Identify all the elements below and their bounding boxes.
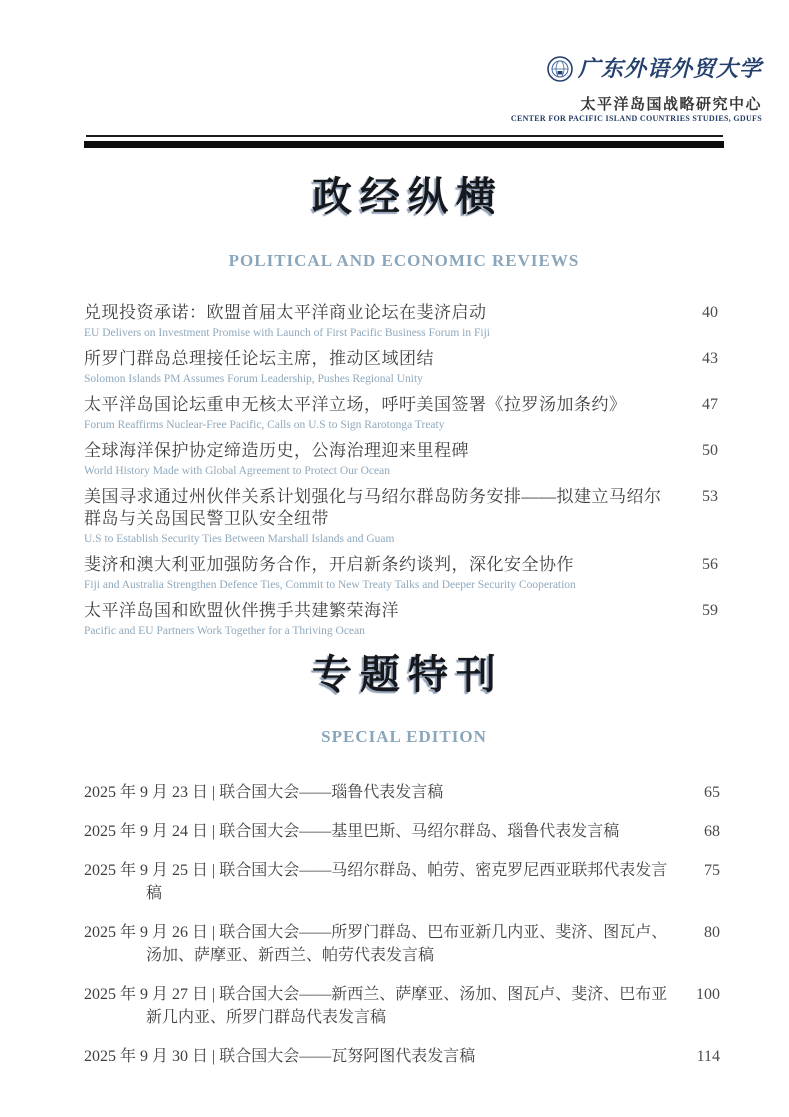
toc-article-row [84,440,724,478]
section-subtitle-political: POLITICAL AND ECONOMIC REVIEWS [228,251,580,270]
toc-article-row [84,486,724,546]
section-title-political: 政经纵横 [312,174,504,219]
entry-text: 2025 年 9 月 26 日 | 联合国大会——所罗门群岛、巴布亚新几内亚、斐济、图瓦卢、汤加、萨摩亚、新西兰、帕劳代表发言稿 [84,924,668,964]
entry-page-number: 65 [704,784,720,801]
divider-thick-rule [84,141,724,148]
toc-article-row [84,348,724,386]
article-title-en: EU Delivers on Investment Promise with Launch of First Pacific Business Forum in Fiji [84,327,490,339]
toc-entry-row [84,781,724,804]
toc-entry-row [84,921,724,967]
entry-page-number: 68 [704,823,720,840]
entry-text: 2025 年 9 月 27 日 | 联合国大会——新西兰、萨摩亚、汤加、图瓦卢、斐济、巴布亚新几内亚、所罗门群岛代表发言稿 [84,986,668,1026]
university-logo-icon [547,56,573,82]
article-title-cn: 太平洋岛国和欧盟伙伴携手共建繁荣海洋 [84,601,399,620]
toc-entry-row [84,859,724,905]
divider-thin-rule [86,135,723,137]
entry-text: 2025 年 9 月 25 日 | 联合国大会——马绍尔群岛、帕劳、密克罗尼西亚联邦代表发言稿 [84,862,668,902]
article-page-number: 50 [702,442,718,459]
section-subtitle-special: SPECIAL EDITION [321,727,487,746]
center-name-cn: 太平洋岛国战略研究中心 [580,96,762,113]
entry-page-number: 100 [696,986,720,1003]
toc-entry-row [84,983,724,1029]
article-title-en: Fiji and Australia Strengthen Defence Ties, Commit to New Treaty Talks and Deeper Security Cooperation [84,579,576,591]
article-title-cn: 美国寻求通过州伙伴关系计划强化与马绍尔群岛防务安排——拟建立马绍尔群岛与关岛国民警卫队安全纽带 [84,487,662,528]
entry-text: 2025 年 9 月 24 日 | 联合国大会——基里巴斯、马绍尔群岛、瑙鲁代表发言稿 [84,823,620,840]
section-title-special: 专题特刊 [312,652,504,697]
toc-article-row [84,600,724,638]
toc-entry-row [84,820,724,843]
article-title-cn: 兑现投资承诺：欧盟首届太平洋商业论坛在斐济启动 [84,303,487,322]
toc-article-row [84,302,724,340]
entry-page-number: 80 [704,924,720,941]
article-page-number: 59 [702,602,718,619]
article-page-number: 56 [702,556,718,573]
special-edition-list [84,781,724,1084]
entry-page-number: 75 [704,862,720,879]
article-title-en: Forum Reaffirms Nuclear-Free Pacific, Calls on U.S to Sign Rarotonga Treaty [84,419,445,431]
article-title-en: World History Made with Global Agreement to Protect Our Ocean [84,465,390,477]
article-page-number: 47 [702,396,718,413]
article-page-number: 53 [702,488,718,505]
center-name-en: CENTER FOR PACIFIC ISLAND COUNTRIES STUDIES, GDUFS [510,114,762,123]
entry-text: 2025 年 9 月 30 日 | 联合国大会——瓦努阿图代表发言稿 [84,1048,476,1065]
article-title-cn: 全球海洋保护协定缔造历史，公海治理迎来里程碑 [84,441,469,460]
article-title-cn: 斐济和澳大利亚加强防务合作，开启新条约谈判，深化安全协作 [84,555,574,574]
article-title-en: Pacific and EU Partners Work Together for a Thriving Ocean [84,625,365,637]
article-title-en: Solomon Islands PM Assumes Forum Leadership, Pushes Regional Unity [84,373,423,385]
toc-article-row [84,394,724,432]
university-name: 广东外语外贸大学 [577,56,762,81]
toc-article-row [84,554,724,592]
article-title-cn: 所罗门群岛总理接任论坛主席，推动区域团结 [84,349,434,368]
article-page-number: 43 [702,350,718,367]
article-page-number: 40 [702,304,718,321]
entry-page-number: 114 [696,1048,720,1065]
political-article-list [84,302,724,646]
entry-text: 2025 年 9 月 23 日 | 联合国大会——瑙鲁代表发言稿 [84,784,444,801]
header-brand [547,56,762,82]
toc-entry-row [84,1045,724,1068]
article-title-cn: 太平洋岛国论坛重申无核太平洋立场，呼吁美国签署《拉罗汤加条约》 [84,395,627,414]
article-title-en: U.S to Establish Security Ties Between Marshall Islands and Guam [84,533,395,545]
